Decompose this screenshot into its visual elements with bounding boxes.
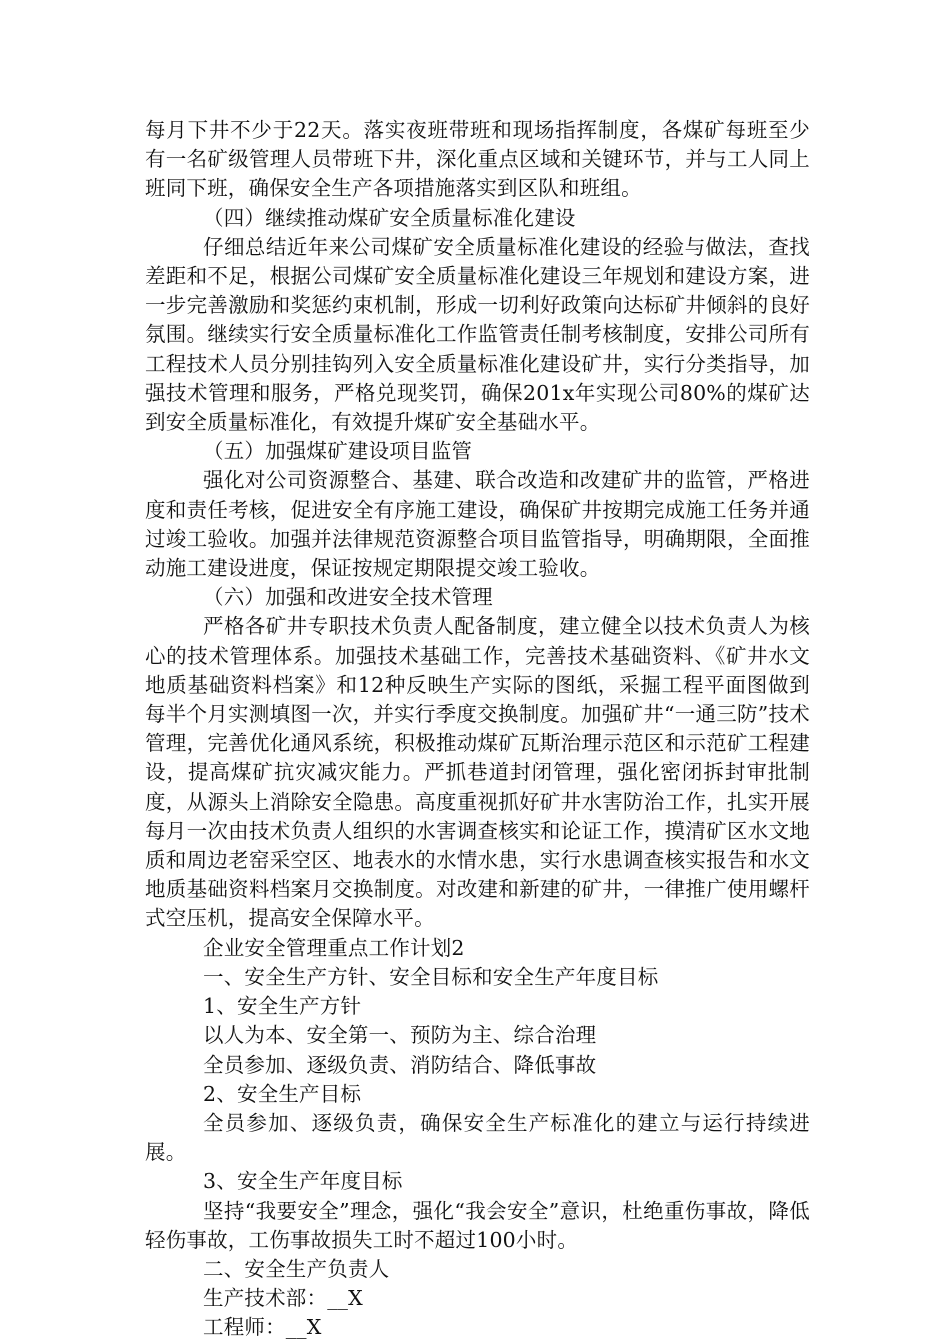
paragraph-annual-goal: 坚持“我要安全”理念，强化“我会安全”意识，杜绝重伤事故，降低轻伤事故，工伤事故损失工时不超过100小时。 xyxy=(145,1198,810,1252)
policy-line-2: 全员参加、逐级负责、消防结合、降低事故 xyxy=(203,1052,597,1077)
subheading-annual-goal: 3、安全生产年度目标 xyxy=(203,1169,403,1194)
section-heading-6: （六）加强和改进安全技术管理 xyxy=(203,585,493,610)
policy-line-1: 以人为本、安全第一、预防为主、综合治理 xyxy=(203,1023,597,1048)
plan-2-title: 企业安全管理重点工作计划2 xyxy=(203,935,465,960)
paragraph-continued-night-shift: 每月下井不少于22天。落实夜班带班和现场指挥制度，各煤矿每班至少有一名矿级管理人员带班下井，深化重点区域和关键环节，并与工人同上班同下班，确保安全生产各项措施落实到区队和班组。 xyxy=(145,118,810,201)
paragraph-technical-management: 严格各矿井专职技术负责人配备制度，建立健全以技术负责人为核心的技术管理体系。加强技术基础工作，完善技术基础资料、《矿井水文地质基础资料档案》和12种反映生产实际的图纸，采掘工程平面图做到每半个月实测填图一次，并实行季度交换制度。加强矿井“一通三防”技术管理，完善优化通风系统，积极推动煤矿瓦斯治理示范区和示范矿工程建设，提高煤矿抗灾减灾能力。严抓巷道封闭管理，强化密闭拆封审批制度，从源头上消除安全隐患。高度重视抓好矿井水害防治工作，扎实开展每月一次由技术负责人组织的水害调查核实和论证工作，摸清矿区水文地质和周边老窑采空区、地表水的水情水患，实行水患调查核实报告和水文地质基础资料档案月交换制度。对改建和新建的矿井，一律推广使用螺杆式空压机，提高安全保障水平。 xyxy=(145,614,810,931)
section-heading-5: （五）加强煤矿建设项目监管 xyxy=(203,439,473,464)
subheading-safety-policy: 1、安全生产方针 xyxy=(203,994,362,1019)
subheading-safety-goal: 2、安全生产目标 xyxy=(203,1081,362,1106)
document-body xyxy=(145,116,810,1343)
section-heading-4: （四）继续推动煤矿安全质量标准化建设 xyxy=(203,205,576,230)
section-heading-policy-goals: 一、安全生产方针、安全目标和安全生产年度目标 xyxy=(203,964,659,989)
paragraph-safety-goal: 全员参加、逐级负责，确保安全生产标准化的建立与运行持续进展。 xyxy=(145,1110,810,1165)
responsible-production-dept: 生产技术部：__X xyxy=(203,1286,363,1311)
paragraph-quality-standardization: 仔细总结近年来公司煤矿安全质量标准化建设的经验与做法，查找差距和不足，根据公司煤矿安全质量标准化建设三年规划和建设方案，进一步完善激励和奖惩约束机制，形成一切利好政策向达标矿井倾斜的良好氛围。继续实行安全质量标准化工作监管责任制考核制度，安排公司所有工程技术人员分别挂钩列入安全质量标准化建设矿井，实行分类指导，加强技术管理和服务，严格兑现奖罚，确保201x年实现公司80%的煤矿达到安全质量标准化，有效提升煤矿安全基础水平。 xyxy=(145,234,810,435)
section-heading-responsible-persons: 二、安全生产负责人 xyxy=(203,1256,390,1281)
responsible-engineer: 工程师：__X xyxy=(203,1315,322,1340)
paragraph-project-supervision: 强化对公司资源整合、基建、联合改造和改建矿井的监管，严格进度和责任考核，促进安全有序施工建设，确保矿井按期完成施工任务并通过竣工验收。加强并法律规范资源整合项目监管指导，明确期限，全面推动施工建设进度，保证按规定期限提交竣工验收。 xyxy=(145,468,810,581)
